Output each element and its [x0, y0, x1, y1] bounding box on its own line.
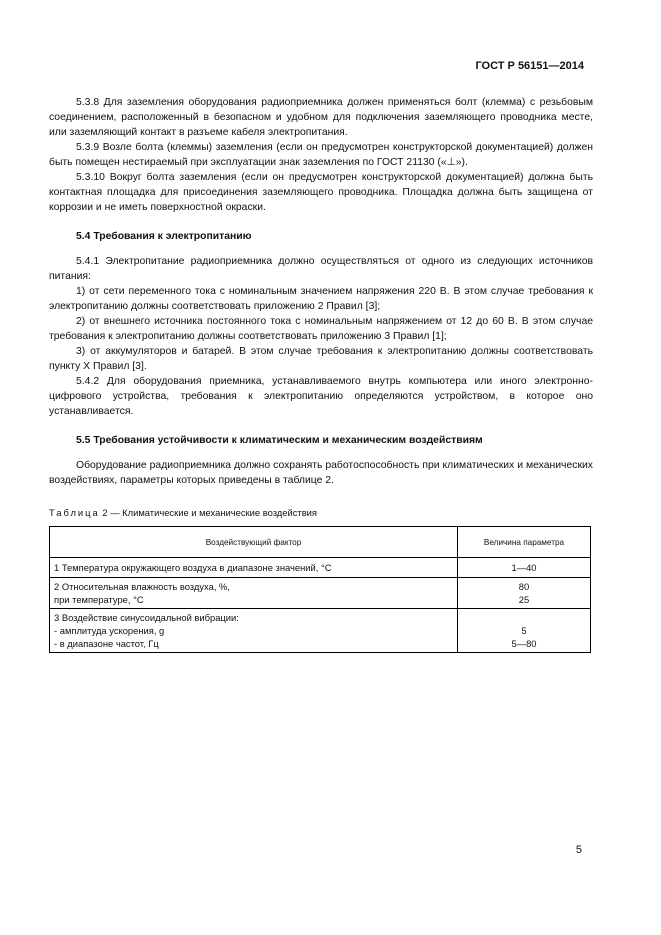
parameters-table [49, 526, 591, 653]
page-content [49, 95, 593, 653]
table-header-row [50, 527, 591, 558]
table-header-factor: Воздействующий фактор [50, 527, 458, 558]
table-caption-label: Таблица [49, 507, 100, 518]
paragraph-5-4-2: 5.4.2 Для оборудования приемника, устанавливаемого внутрь компьютера или иного электронно-цифрового устройства, требования к электропитанию определяются устройством, в которое оно устанавливается. [49, 376, 593, 417]
table-cell-value: 1—40 [458, 558, 591, 578]
table-cell-factor: 3 Воздействие синусоидальной вибрации: - амплитуда ускорения, g - в диапазоне частот, Гц [50, 609, 458, 653]
table-row [50, 558, 591, 578]
table-row [50, 609, 591, 653]
table-cell-value: 5 5—80 [458, 609, 591, 653]
paragraph-5-5: Оборудование радиоприемника должно сохранять работоспособность при климатических и механических воздействиях, параметры которых приведены в таблице 2. [49, 460, 593, 486]
list-item-1: 1) от сети переменного тока с номинальным значением напряжения 220 В. В этом случае требования к электропитанию должны соответствовать приложению 2 Правил [3]; [49, 286, 593, 312]
section-heading-5-4: 5.4 Требования к электропитанию [76, 231, 252, 242]
table-cell-value: 80 25 [458, 578, 591, 609]
table-row [50, 578, 591, 609]
table-cell-factor: 1 Температура окружающего воздуха в диапазоне значений, °C [50, 558, 458, 578]
list-item-2: 2) от внешнего источника постоянного тока с номинальным напряжением от 12 до 60 В. В этом случае требования к электропитанию должны соответствовать приложению 3 Правил [1]; [49, 316, 593, 342]
table-cell-factor: 2 Относительная влажность воздуха, %, при температуре, °C [50, 578, 458, 609]
page-number: 5 [575, 844, 582, 856]
section-heading-5-5: 5.5 Требования устойчивости к климатическим и механическим воздействиям [76, 435, 483, 446]
document-header: ГОСТ Р 56151—2014 [475, 60, 584, 72]
table-caption [49, 505, 593, 520]
table-header-value: Величина параметра [458, 527, 591, 558]
table-caption-text: 2 — Климатические и механические воздействия [99, 507, 317, 518]
paragraph-5-3-10: 5.3.10 Вокруг болта заземления (если он предусмотрен конструкторской документацией) должна быть контактная площадка для присоединения заземляющего проводника. Площадка должна быть защищена от коррозии и не иметь поверхностной окраски. [49, 172, 593, 213]
paragraph-5-3-9: 5.3.9 Возле болта (клеммы) заземления (если он предусмотрен конструкторской документацией) должен быть помещен нестираемый при эксплуатации знак заземления по ГОСТ 21130 («⊥»). [49, 142, 593, 168]
paragraph-5-3-8: 5.3.8 Для заземления оборудования радиоприемника должен применяться болт (клемма) с резьбовым соединением, расположенный в безопасном и удобном для подключения заземляющего проводника месте, или заземляющий контакт в разъеме кабеля электропитания. [49, 97, 593, 138]
list-item-3: 3) от аккумуляторов и батарей. В этом случае требования к электропитанию должны соответствовать пункту X Правил [3]. [49, 346, 593, 372]
paragraph-5-4-1: 5.4.1 Электропитание радиоприемника должно осуществляться от одного из следующих источников питания: [49, 256, 593, 282]
